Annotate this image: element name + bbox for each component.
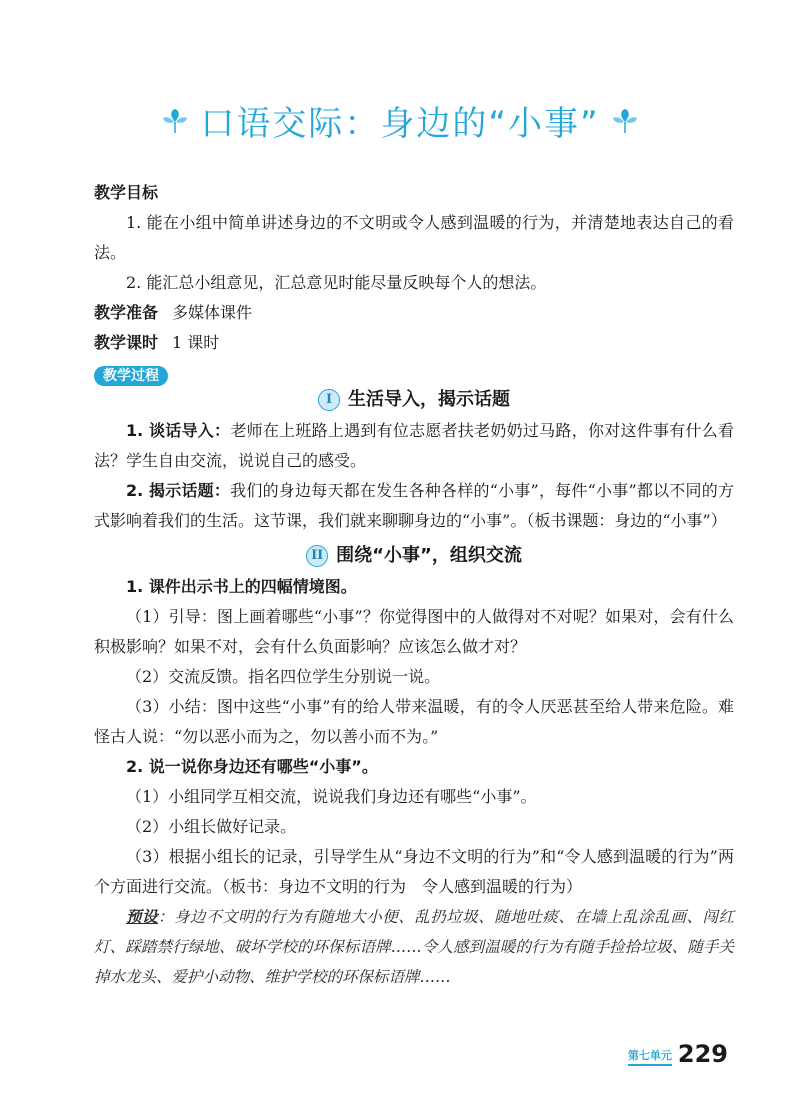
section-2-paragraph-5: （2）小组长做好记录。 [126,817,297,836]
prep-row [94,298,734,328]
preset-label: 预设 [126,907,159,926]
unit-label: 第七单元 [628,1047,672,1066]
prep-label: 教学准备 [94,303,159,322]
section-2-paragraph-1: （1）引导：图上画着哪些“小事”？你觉得图中的人做得对不对呢？如果对，会有什么积极影响？如果不对，会有什么负面影响？应该怎么做才对？ [94,607,734,656]
section-1-paragraph-2 [94,476,734,536]
leaf-icon [160,106,190,136]
page-number: 229 [677,1040,728,1068]
section-1-title: 生活导入，揭示话题 [348,389,510,410]
goal-item-2: 2. 能汇总小组意见，汇总意见时能尽量反映每个人的想法。 [126,273,547,292]
section-2-heading [94,540,734,572]
leaf-icon [610,106,640,136]
section-1-p2-label: 2. 揭示话题： [126,481,231,500]
hours-label: 教学课时 [94,333,159,352]
process-badge: 教学过程 [94,366,168,386]
title-row [0,96,800,145]
section-number-2: II [306,545,328,567]
section-number-1: I [318,389,340,411]
section-2-paragraph-4: （1）小组同学互相交流，说说我们身边还有哪些“小事”。 [126,787,537,806]
hours-row [94,328,734,358]
section-2-paragraph-3: （3）小结：图中这些“小事”有的给人带来温暖，有的令人厌恶甚至给人带来危险。难怪古人说：“勿以恶小而为之，勿以善小而不为。” [94,697,734,746]
section-2-title: 围绕“小事”，组织交流 [336,545,522,566]
section-1-p1-text: 老师在上班路上遇到有位志愿者扶老奶奶过马路，你对这件事有什么看法？学生自由交流，说说自己的感受。 [94,421,734,470]
section-2-paragraph-2: （2）交流反馈。指名四位学生分别说一说。 [126,667,441,686]
page-title: 口语交际：身边的“小事” [200,104,600,144]
section-1-heading [94,384,734,416]
goal-item-1: 1. 能在小组中简单讲述身边的不文明或令人感到温暖的行为，并清楚地表达自己的看法。 [94,213,734,262]
goals-label: 教学目标 [94,183,159,202]
prep-value: 多媒体课件 [172,303,253,322]
section-1-p1-label: 1. 谈话导入： [126,421,231,440]
hours-value: 1 课时 [172,333,220,352]
preset-text: ：身边不文明的行为有随地大小便、乱扔垃圾、随地吐痰、在墙上乱涂乱画、闯红灯、踩踏禁行绿地、破坏学校的环保标语牌……令人感到温暖的行为有随手捡拾垃圾、随手关掉水龙头、爱护小动物、维护学校的环保标语牌…… [94,908,734,986]
content [94,178,734,992]
section-2-heading-1: 1. 课件出示书上的四幅情境图。 [126,577,357,596]
section-1-paragraph-1 [94,416,734,476]
section-1-p2-text: 我们的身边每天都在发生各种各样的“小事”，每件“小事”都以不同的方式影响着我们的生活。这节课，我们就来聊聊身边的“小事”。（板书课题：身边的“小事”） [94,481,734,530]
page-footer [628,1042,728,1066]
preset-paragraph [94,902,734,992]
section-2-heading-2: 2. 说一说你身边还有哪些“小事”。 [126,757,378,776]
section-2-paragraph-6: （3）根据小组长的记录，引导学生从“身边不文明的行为”和“令人感到温暖的行为”两个方面进行交流。（板书：身边不文明的行为 令人感到温暖的行为） [94,847,734,896]
